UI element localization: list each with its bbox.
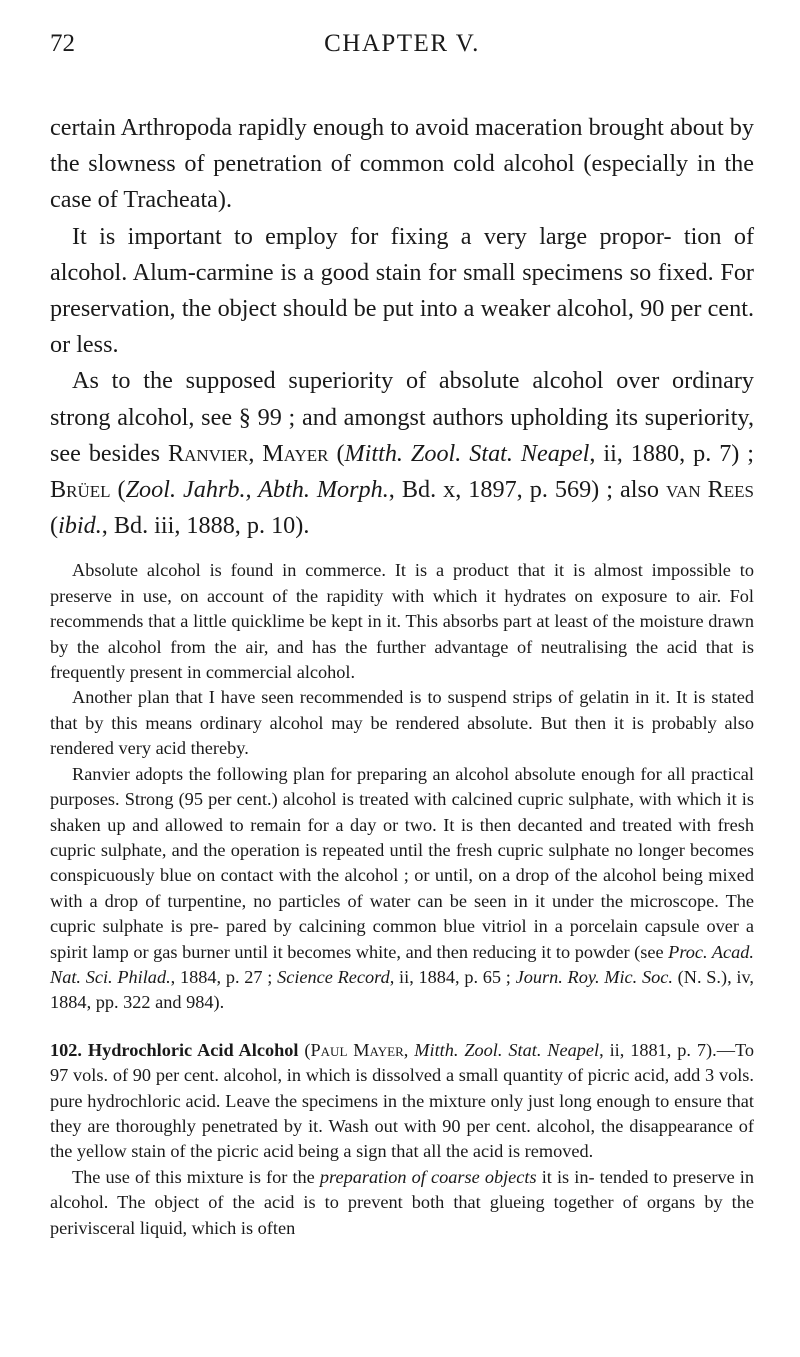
citation-title: ibid. — [58, 512, 102, 540]
main-text — [50, 110, 754, 544]
section-102 — [50, 1038, 754, 1241]
small-print-notes — [50, 558, 754, 1015]
citation-title: Science Record — [277, 966, 390, 987]
author-paul-mayer: Paul Mayer — [310, 1039, 404, 1060]
author-ranvier: Ranvier — [167, 439, 249, 467]
section-paragraph-2: The use of this mixture is for the preparation of coarse objects it is in- tended to preserve in alcohol. The object of the acid is to prevent both that glueing together of organs by the perivisceral liquid, which is often — [50, 1166, 755, 1238]
citation-title: Mitth. Zool. Stat. Neapel — [344, 439, 590, 467]
author-van-rees: van Rees — [665, 476, 754, 504]
citation-title: Proc. Acad. Nat. Sci. Philad. — [50, 941, 754, 987]
author-mayer: Mayer — [262, 439, 329, 467]
page-header — [50, 30, 754, 70]
section-heading: 102. Hydrochloric Acid Alcohol — [50, 1039, 299, 1060]
author-bruel: Brüel — [50, 476, 111, 504]
citation-title: Mitth. Zool. Stat. Neapel — [414, 1039, 600, 1060]
paragraph-fixing: It is important to employ for fixing a very large propor- tion of alcohol. Alum-carmine is a good stain for small specimens so fixed. For preservation, the object should be put into a weaker alcohol, 90 per cent. or less. — [50, 222, 754, 359]
note-paragraph-gelatin: Another plan that I have seen recommended is to suspend strips of gelatin in it. It is stated that by this means ordinary alcohol may be rendered absolute. But then it is probably also rendered very acid thereby. — [50, 687, 754, 759]
page-number: 72 — [50, 30, 75, 57]
note-paragraph-ranvier: Ranvier adopts the following plan for preparing an alcohol absolute enough for all practical purposes. Strong (95 per cent.) alcohol is treated with calcined cupric sulphate, with which it is shaken up and allowed to remain for a day or two. It is then decanted and treated with fresh cupric sulphate, and the operation is repeated until the fresh cupric sulphate no longer becomes conspicuously blue on contact with the alcohol ; or until, on a drop of the alcohol being mixed with a drop of turpentine, no particles of water can be seen in it under the microscope. The cupric sulphate is pre- pared by calcining common blue vitriol in a porcelain capsule over a spirit lamp or gas burner until it becomes white, and then reducing it to powder (see Proc. Acad. Nat. Sci. Philad., 1884, p. 27 ; Science Record, ii, 1884, p. 65 ; Journ. Roy. Mic. Soc. (N. S.), iv, 1884, pp. 322 and 984). — [50, 763, 754, 1013]
paragraph-absolute-alcohol: As to the supposed superiority of absolute alcohol over ordinary strong alcohol, see § 99 ; and amongst authors upholding its superiority, see besides Ranvier, Mayer (Mitth. Zool. Stat. Neapel, ii, 1880, p. 7) ; Brüel (Zool. Jahrb., Abth. Morph., Bd. x, 1897, p. 569) ; also van Rees (ibid., Bd. iii, 1888, p. 10). — [50, 367, 755, 540]
running-head: CHAPTER V. — [324, 30, 480, 57]
emphasis-text: preparation of coarse objects — [319, 1166, 537, 1187]
citation-title: Journ. Roy. Mic. Soc. — [515, 966, 673, 987]
paragraph-continued: certain Arthropoda rapidly enough to avoid maceration brought about by the slowness of penetration of common cold alcohol (especially in the case of Tracheata). — [50, 114, 754, 214]
page-body — [50, 110, 754, 1241]
citation-title: Zool. Jahrb., Abth. Morph. — [125, 476, 389, 504]
section-paragraph-1: 102. Hydrochloric Acid Alcohol (Paul Mayer, Mitth. Zool. Stat. Neapel, ii, 1881, p. 7).—To 97 vols. of 90 per cent. alcohol, in which is dissolved a small quantity of picric acid, add 3 vols. pure hydrochloric acid. Leave the specimens in the mixture only just long enough to ensure that they are thoroughly penetrated by it. Wash out with 90 per cent. alcohol, the disappearance of the yellow stain of the picric acid being a sign that all the acid is removed. — [50, 1039, 755, 1162]
note-paragraph-commerce: Absolute alcohol is found in commerce. It is a product that it is almost impossible to preserve in use, on account of the rapidity with which it hydrates on exposure to air. Fol recommends that a little quicklime be kept in it. This absorbs part at least of the moisture drawn by the alcohol from the air, and has the further advantage of neutralising the acid that is frequently present in commercial alcohol. — [50, 560, 754, 683]
